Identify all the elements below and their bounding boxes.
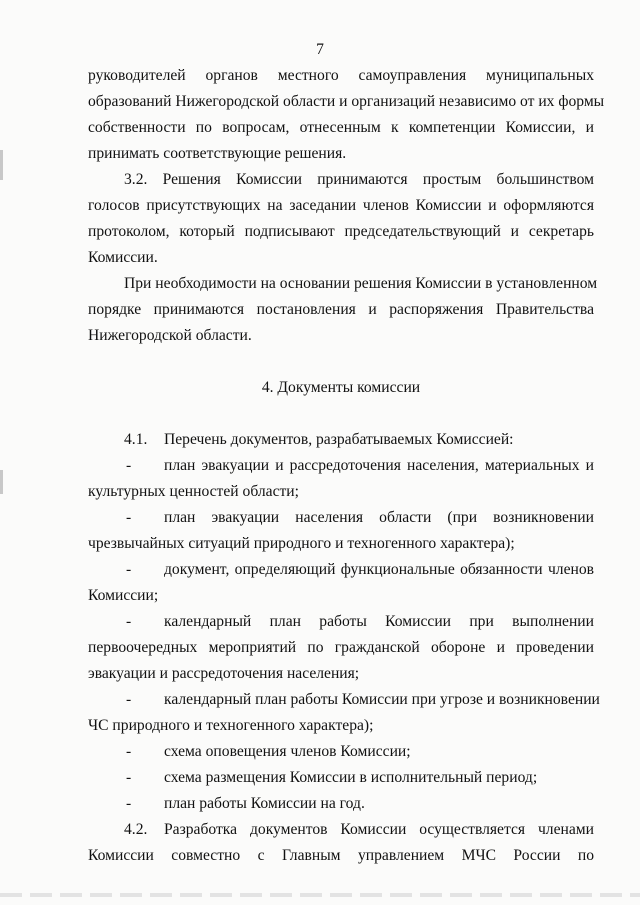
list-dash: - [126,743,132,760]
scan-edge-mark [0,470,3,494]
list-dash: - [126,561,132,578]
document-body [88,63,605,869]
paragraph-line: руководителей органов местного самоуправления муниципальных [88,67,594,84]
item-text: Разработка документов Комиссии осуществляется членами [164,821,594,838]
list-item-text: схема размещения Комиссии в исполнительный период; [164,769,538,786]
section-heading: 4. Документы комиссии [261,379,421,396]
list-item-continuation: культурных ценностей области; [88,483,299,500]
list-item-text: план эвакуации населения области (при возникновении [164,509,594,526]
scan-edge-mark [0,150,3,180]
list-dash: - [126,769,132,786]
paragraph-line: Комиссии. [88,249,158,266]
paragraph-line: протоколом, который подписывают председательствующий и секретарь [88,223,594,240]
list-dash: - [126,457,132,474]
list-item-text: календарный план работы Комиссии при выполнении [164,613,594,630]
numbered-item [88,817,594,843]
list-item [88,453,594,479]
list-item-text: план работы Комиссии на год. [164,795,365,812]
list-item-continuation: первоочередных мероприятий по гражданской обороне и проведении [88,639,594,656]
scan-bottom-edge [0,893,640,897]
list-item [88,505,594,531]
paragraph-line: собственности по вопросам, отнесенным к компетенции Комиссии, и [88,119,594,136]
page-number: 7 [316,41,324,58]
paragraph-line: голосов присутствующих на заседании членов Комиссии и оформляются [88,197,594,214]
list-item-text: документ, определяющий функциональные обязанности членов [164,561,594,578]
paragraph-line: При необходимости на основании решения Комиссии в установленном [124,275,598,292]
list-item [88,791,594,817]
paragraph-line: 3.2. Решения Комиссии принимаются простым большинством [124,171,594,188]
list-item-continuation: эвакуации и рассредоточения населения; [88,665,360,682]
list-dash: - [126,613,132,630]
list-item [88,765,594,791]
list-dash: - [126,691,132,708]
list-item [88,557,594,583]
item-number: 4.2. [124,821,148,838]
list-dash: - [126,509,132,526]
item-number: 4.1. [124,431,148,448]
item-text: Перечень документов, разрабатываемых Комиссией: [164,431,514,448]
paragraph-line: порядке принимаются постановления и распоряжения Правительства [88,301,594,318]
list-item [88,609,594,635]
paragraph-line: Комиссии совместно с Главным управлением МЧС России по [88,847,594,864]
list-item-text: план эвакуации и рассредоточения населения, материальных и [164,457,594,474]
list-dash: - [126,795,132,812]
list-item-continuation: Комиссии; [88,587,159,604]
list-item [88,739,594,765]
paragraph-line: принимать соответствующие решения. [88,145,347,162]
list-item [88,687,600,713]
paragraph-line: образований Нижегородской области и организаций независимо от их формы [88,93,605,110]
list-item-text: схема оповещения членов Комиссии; [164,743,411,760]
numbered-item [88,427,594,453]
list-item-continuation: ЧС природного и техногенного характера); [88,717,374,734]
paragraph-line: Нижегородской области. [88,327,252,344]
list-item-text: календарный план работы Комиссии при угрозе и возникновении [164,691,600,708]
list-item-continuation: чрезвычайных ситуаций природного и техногенного характера); [88,535,515,552]
